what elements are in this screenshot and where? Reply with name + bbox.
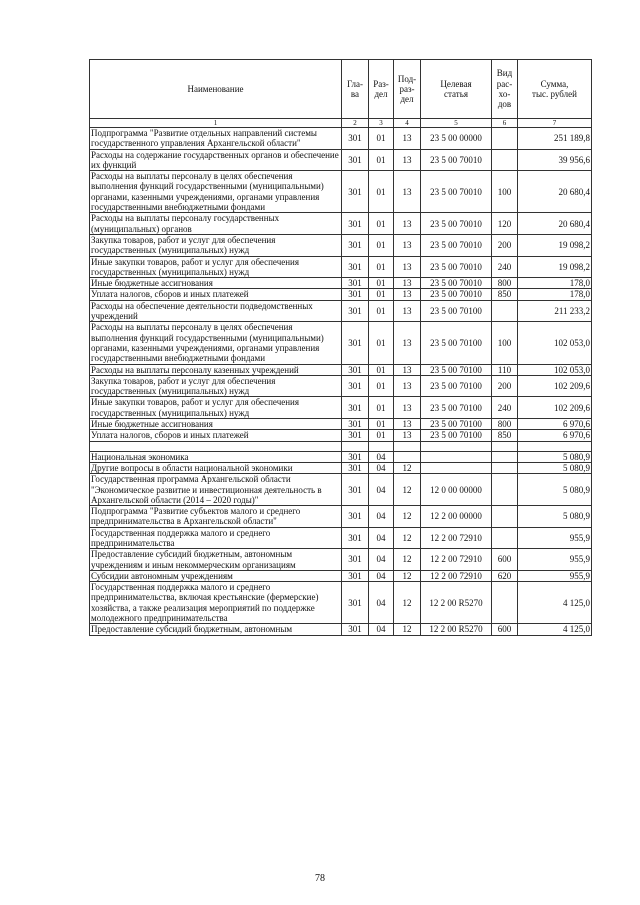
cell-podrazdel: 13: [394, 364, 421, 375]
table-row: [90, 474, 592, 506]
cell-razdel: 04: [369, 549, 394, 571]
table-row: [90, 570, 592, 581]
cell-article: 12 2 00 00000: [421, 506, 492, 528]
cell-razdel: 04: [369, 582, 394, 624]
cell-glava: 301: [342, 506, 369, 528]
cell-name: Предоставление субсидий бюджетным, автономным учреждениям и иным некоммерческим организациям: [90, 549, 342, 571]
cell-podrazdel: 13: [394, 128, 421, 150]
blank-cell: [492, 441, 518, 451]
cell-name: Расходы на выплаты персоналу казенных учреждений: [90, 364, 342, 375]
cell-sum: 955,9: [518, 570, 592, 581]
cell-razdel: 01: [369, 289, 394, 300]
blank-cell: [394, 441, 421, 451]
cell-article: 23 5 00 70010: [421, 278, 492, 289]
column-number: 3: [369, 119, 394, 128]
cell-razdel: 01: [369, 128, 394, 150]
cell-article: 23 5 00 70100: [421, 322, 492, 364]
table-body: [90, 128, 592, 636]
cell-vid: 850: [492, 430, 518, 441]
cell-razdel: 01: [369, 375, 394, 397]
cell-glava: 301: [342, 375, 369, 397]
cell-vid: 200: [492, 375, 518, 397]
cell-name: Государственная программа Архангельской области "Экономическое развитие и инвестиционная деятельность в Архангельской области (2014 – 2020 годы)": [90, 474, 342, 506]
cell-name: Другие вопросы в области национальной экономики: [90, 462, 342, 473]
cell-podrazdel: 13: [394, 375, 421, 397]
column-number: 5: [421, 119, 492, 128]
cell-vid: [492, 582, 518, 624]
header-razdel: Раз- дел: [369, 60, 394, 119]
cell-article: 12 2 00 72910: [421, 549, 492, 571]
cell-sum: 955,9: [518, 549, 592, 571]
cell-razdel: 04: [369, 570, 394, 581]
header-sum: Сумма, тыс. рублей: [518, 60, 592, 119]
cell-vid: [492, 451, 518, 462]
cell-name: Национальная экономика: [90, 451, 342, 462]
cell-podrazdel: 13: [394, 234, 421, 256]
cell-vid: [492, 527, 518, 549]
cell-sum: 19 098,2: [518, 234, 592, 256]
cell-sum: 178,0: [518, 289, 592, 300]
table-row: [90, 397, 592, 419]
cell-sum: 211 233,2: [518, 300, 592, 322]
cell-vid: 100: [492, 322, 518, 364]
cell-glava: 301: [342, 300, 369, 322]
cell-glava: 301: [342, 278, 369, 289]
blank-cell: [518, 441, 592, 451]
cell-sum: 6 970,6: [518, 419, 592, 430]
cell-podrazdel: [394, 451, 421, 462]
cell-article: 23 5 00 70100: [421, 364, 492, 375]
table-row: [90, 451, 592, 462]
cell-razdel: 04: [369, 506, 394, 528]
table-row: [90, 171, 592, 213]
cell-vid: [492, 462, 518, 473]
table-row: [90, 234, 592, 256]
cell-podrazdel: 13: [394, 300, 421, 322]
cell-podrazdel: 13: [394, 278, 421, 289]
cell-article: 23 5 00 70010: [421, 149, 492, 171]
table-row: [90, 322, 592, 364]
cell-sum: 102 053,0: [518, 322, 592, 364]
table-row: [90, 375, 592, 397]
cell-sum: 6 970,6: [518, 430, 592, 441]
header-name: Наименование: [90, 60, 342, 119]
cell-article: [421, 462, 492, 473]
cell-razdel: 01: [369, 300, 394, 322]
table-row: [90, 582, 592, 624]
cell-vid: 850: [492, 289, 518, 300]
cell-vid: 620: [492, 570, 518, 581]
cell-podrazdel: 12: [394, 549, 421, 571]
cell-name: Уплата налогов, сборов и иных платежей: [90, 289, 342, 300]
cell-article: 23 5 00 70010: [421, 171, 492, 213]
cell-article: 23 5 00 70100: [421, 430, 492, 441]
cell-razdel: 04: [369, 624, 394, 635]
cell-podrazdel: 12: [394, 624, 421, 635]
cell-podrazdel: 12: [394, 462, 421, 473]
cell-podrazdel: 13: [394, 322, 421, 364]
cell-vid: [492, 506, 518, 528]
cell-vid: [492, 474, 518, 506]
cell-podrazdel: 13: [394, 430, 421, 441]
cell-razdel: 04: [369, 527, 394, 549]
cell-article: 12 0 00 00000: [421, 474, 492, 506]
cell-vid: 110: [492, 364, 518, 375]
cell-vid: 600: [492, 624, 518, 635]
cell-article: [421, 451, 492, 462]
cell-glava: 301: [342, 451, 369, 462]
cell-article: 23 5 00 70100: [421, 397, 492, 419]
cell-name: Закупка товаров, работ и услуг для обеспечения государственных (муниципальных) нужд: [90, 375, 342, 397]
cell-glava: 301: [342, 213, 369, 235]
table-row: [90, 364, 592, 375]
cell-razdel: 01: [369, 430, 394, 441]
cell-name: Субсидии автономным учреждениям: [90, 570, 342, 581]
cell-article: 23 5 00 70010: [421, 234, 492, 256]
page-number: 78: [315, 873, 325, 884]
cell-sum: 20 680,4: [518, 213, 592, 235]
cell-name: Расходы на обеспечение деятельности подведомственных учреждений: [90, 300, 342, 322]
cell-sum: 955,9: [518, 527, 592, 549]
cell-name: Закупка товаров, работ и услуг для обеспечения государственных (муниципальных) нужд: [90, 234, 342, 256]
cell-sum: 102 209,6: [518, 375, 592, 397]
table-row: [90, 506, 592, 528]
cell-glava: 301: [342, 289, 369, 300]
cell-vid: 200: [492, 234, 518, 256]
cell-vid: 800: [492, 278, 518, 289]
cell-sum: 5 080,9: [518, 506, 592, 528]
cell-article: 23 5 00 70010: [421, 213, 492, 235]
cell-article: 23 5 00 70010: [421, 256, 492, 278]
cell-glava: 301: [342, 419, 369, 430]
cell-article: 12 2 00 R5270: [421, 582, 492, 624]
cell-glava: 301: [342, 322, 369, 364]
header-vid: Вид рас- хо- дов: [492, 60, 518, 119]
table-row: [90, 549, 592, 571]
cell-razdel: 04: [369, 474, 394, 506]
cell-name: Государственная поддержка малого и среднего предпринимательства, включая крестьянские (фермерские) хозяйства, а также реализация мероприятий по поддержке молодежного предпринимательства: [90, 582, 342, 624]
cell-name: Иные закупки товаров, работ и услуг для обеспечения государственных (муниципальных) нужд: [90, 397, 342, 419]
table-header-row: [90, 60, 592, 119]
cell-name: Государственная поддержка малого и среднего предпринимательства: [90, 527, 342, 549]
cell-podrazdel: 13: [394, 419, 421, 430]
cell-razdel: 01: [369, 171, 394, 213]
cell-glava: 301: [342, 474, 369, 506]
cell-name: Иные бюджетные ассигнования: [90, 278, 342, 289]
cell-article: 23 5 00 70100: [421, 419, 492, 430]
table-row: [90, 430, 592, 441]
cell-sum: 19 098,2: [518, 256, 592, 278]
cell-article: 23 5 00 70010: [421, 289, 492, 300]
cell-glava: 301: [342, 430, 369, 441]
cell-vid: 600: [492, 549, 518, 571]
table-row: [90, 419, 592, 430]
cell-sum: 4 125,0: [518, 582, 592, 624]
cell-article: 23 5 00 70100: [421, 300, 492, 322]
cell-name: Расходы на выплаты персоналу государственных (муниципальных) органов: [90, 213, 342, 235]
cell-vid: [492, 149, 518, 171]
cell-podrazdel: 12: [394, 582, 421, 624]
cell-vid: 120: [492, 213, 518, 235]
cell-name: Расходы на содержание государственных органов и обеспечение их функций: [90, 149, 342, 171]
cell-glava: 301: [342, 171, 369, 213]
cell-glava: 301: [342, 462, 369, 473]
table-row: [90, 149, 592, 171]
cell-razdel: 01: [369, 256, 394, 278]
header-glava: Гла- ва: [342, 60, 369, 119]
cell-glava: 301: [342, 128, 369, 150]
cell-name: Подпрограмма "Развитие субъектов малого и среднего предпринимательства в Архангельской области": [90, 506, 342, 528]
table-row: [90, 527, 592, 549]
cell-sum: 5 080,9: [518, 474, 592, 506]
cell-glava: 301: [342, 527, 369, 549]
column-number: 6: [492, 119, 518, 128]
cell-article: 12 2 00 R5270: [421, 624, 492, 635]
cell-article: 12 2 00 72910: [421, 570, 492, 581]
blank-row: [90, 441, 592, 451]
cell-article: 23 5 00 00000: [421, 128, 492, 150]
column-number-row: [90, 119, 592, 128]
cell-podrazdel: 13: [394, 213, 421, 235]
cell-razdel: 01: [369, 397, 394, 419]
cell-name: Иные закупки товаров, работ и услуг для обеспечения государственных (муниципальных) нужд: [90, 256, 342, 278]
cell-article: 12 2 00 72910: [421, 527, 492, 549]
cell-sum: 5 080,9: [518, 451, 592, 462]
cell-sum: 20 680,4: [518, 171, 592, 213]
table-row: [90, 300, 592, 322]
table-row: [90, 462, 592, 473]
cell-podrazdel: 12: [394, 527, 421, 549]
table-row: [90, 213, 592, 235]
cell-razdel: 04: [369, 451, 394, 462]
cell-glava: 301: [342, 549, 369, 571]
header-article: Целевая статья: [421, 60, 492, 119]
table-row: [90, 278, 592, 289]
table-row: [90, 128, 592, 150]
column-number: 2: [342, 119, 369, 128]
cell-podrazdel: 13: [394, 149, 421, 171]
cell-podrazdel: 12: [394, 570, 421, 581]
cell-razdel: 04: [369, 462, 394, 473]
cell-sum: 102 053,0: [518, 364, 592, 375]
column-number: 4: [394, 119, 421, 128]
table-row: [90, 289, 592, 300]
cell-vid: 100: [492, 171, 518, 213]
cell-razdel: 01: [369, 234, 394, 256]
cell-podrazdel: 13: [394, 397, 421, 419]
cell-podrazdel: 13: [394, 256, 421, 278]
cell-vid: [492, 128, 518, 150]
cell-vid: 800: [492, 419, 518, 430]
cell-podrazdel: 12: [394, 506, 421, 528]
cell-sum: 178,0: [518, 278, 592, 289]
blank-cell: [421, 441, 492, 451]
cell-vid: 240: [492, 256, 518, 278]
cell-glava: 301: [342, 234, 369, 256]
cell-name: Расходы на выплаты персоналу в целях обеспечения выполнения функций государственными (муниципальными) органами, казенными учреждениями, органами управления государственными внебюджетными фондами: [90, 171, 342, 213]
cell-glava: 301: [342, 397, 369, 419]
cell-podrazdel: 12: [394, 474, 421, 506]
cell-podrazdel: 13: [394, 289, 421, 300]
cell-sum: 251 189,8: [518, 128, 592, 150]
cell-glava: 301: [342, 582, 369, 624]
cell-vid: 240: [492, 397, 518, 419]
cell-vid: [492, 300, 518, 322]
cell-sum: 39 956,6: [518, 149, 592, 171]
cell-glava: 301: [342, 624, 369, 635]
cell-glava: 301: [342, 256, 369, 278]
blank-cell: [342, 441, 369, 451]
cell-razdel: 01: [369, 278, 394, 289]
cell-razdel: 01: [369, 322, 394, 364]
cell-glava: 301: [342, 364, 369, 375]
cell-name: Предоставление субсидий бюджетным, автономным: [90, 624, 342, 635]
cell-name: Иные бюджетные ассигнования: [90, 419, 342, 430]
cell-razdel: 01: [369, 149, 394, 171]
header-podrazdel: Под- раз- дел: [394, 60, 421, 119]
cell-article: 23 5 00 70100: [421, 375, 492, 397]
blank-cell: [90, 441, 342, 451]
column-number: 1: [90, 119, 342, 128]
cell-name: Расходы на выплаты персоналу в целях обеспечения выполнения функций государственными (муниципальными) органами, казенными учреждениями, органами управления государственными внебюджетными фондами: [90, 322, 342, 364]
cell-glava: 301: [342, 149, 369, 171]
cell-name: Уплата налогов, сборов и иных платежей: [90, 430, 342, 441]
cell-name: Подпрограмма "Развитие отдельных направлений системы государственного управления Архангельской области": [90, 128, 342, 150]
blank-cell: [369, 441, 394, 451]
table-row: [90, 256, 592, 278]
cell-razdel: 01: [369, 419, 394, 430]
budget-table: [89, 59, 592, 636]
cell-sum: 102 209,6: [518, 397, 592, 419]
cell-razdel: 01: [369, 364, 394, 375]
cell-sum: 5 080,9: [518, 462, 592, 473]
cell-glava: 301: [342, 570, 369, 581]
cell-podrazdel: 13: [394, 171, 421, 213]
cell-sum: 4 125,0: [518, 624, 592, 635]
table-row: [90, 624, 592, 635]
column-number: 7: [518, 119, 592, 128]
cell-razdel: 01: [369, 213, 394, 235]
